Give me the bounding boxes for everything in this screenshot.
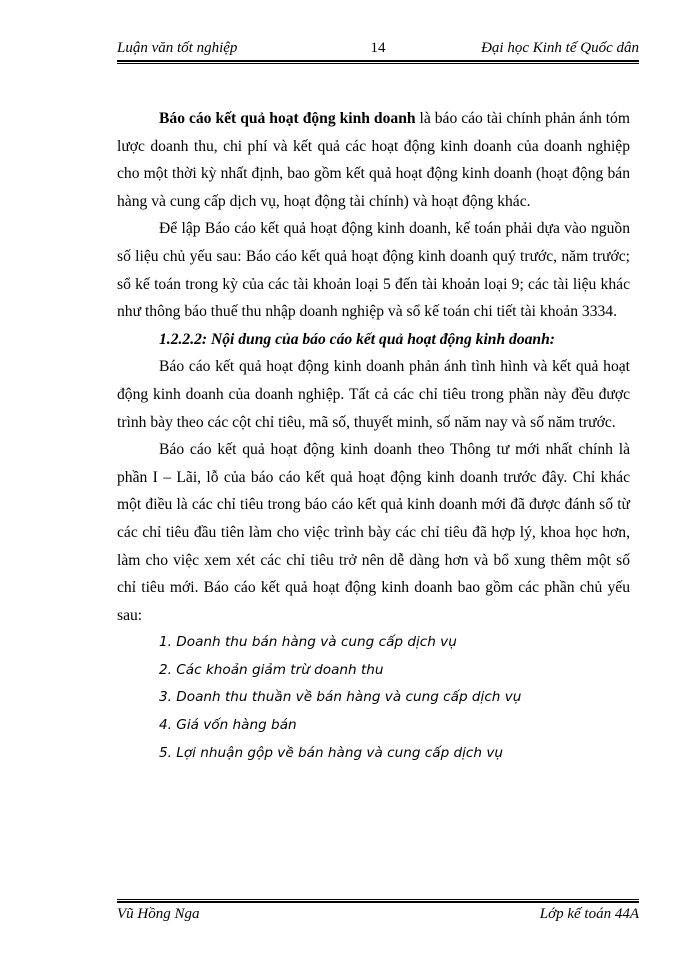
paragraph: Báo cáo kết quả hoạt động kinh doanh phản ánh tình hình và kết quả hoạt động kinh doanh của doanh nghiệp. Tất cả các chỉ tiêu trong phần này đều được trình bày theo các cột chỉ tiêu, mã số, thuyết minh, số năm nay và số năm trước. bbox=[117, 358, 630, 431]
document-body bbox=[117, 105, 630, 767]
footer-class: Lớp kế toán 44A bbox=[539, 906, 639, 922]
header-thesis-label: Luận văn tốt nghiệp bbox=[117, 40, 238, 56]
page-number: 14 bbox=[370, 40, 386, 56]
list-item: 3. Doanh thu thuần về bán hàng và cung cấp dịch vụ bbox=[159, 689, 522, 706]
header-divider bbox=[117, 60, 639, 64]
section-heading: 1.2.2.2: Nội dung của báo cáo kết quả hoạt động kinh doanh: bbox=[159, 330, 555, 348]
header-university: Đại học Kinh tế Quốc dân bbox=[481, 40, 639, 56]
page-header bbox=[117, 40, 639, 60]
items-list bbox=[117, 629, 630, 767]
list-item: 2. Các khoản giảm trừ doanh thu bbox=[159, 661, 384, 678]
footer-divider bbox=[117, 899, 639, 903]
paragraph bbox=[117, 105, 630, 215]
paragraph: Báo cáo kết quả hoạt động kinh doanh theo Thông tư mới nhất chính là phần I – Lãi, lỗ của báo cáo kết quả hoạt động kinh doanh trước đây. Chỉ khác một điều là các chỉ tiêu trong báo cáo kết quả kinh doanh mới đã được đánh số từ các chỉ tiêu đầu tiên làm cho việc trình bày các chỉ tiêu đã hợp lý, khoa học hơn, làm cho việc xem xét các chỉ tiêu trở nên dễ dàng hơn và bổ xung thêm một số chỉ tiêu mới. Báo cáo kết quả hoạt động kinh doanh bao gồm các phần chủ yếu sau: bbox=[117, 441, 630, 624]
list-item: 1. Doanh thu bán hàng và cung cấp dịch vụ bbox=[159, 634, 457, 651]
page-footer bbox=[117, 906, 639, 926]
bold-term: Báo cáo kết quả hoạt động kinh doanh bbox=[159, 110, 416, 127]
paragraph: Để lập Báo cáo kết quả hoạt động kinh doanh, kế toán phải dựa vào nguồn số liệu chủ yếu sau: Báo cáo kết quả hoạt động kinh doanh quý trước, năm trước; sổ kế toán trong kỳ của các tài khoản loại 5 đến tài khoản loại 9; các tài liệu khác như thông báo thuế thu nhập doanh nghiệp và sổ kế toán chi tiết tài khoản 3334. bbox=[117, 220, 630, 321]
paragraph-text: là báo cáo tài chính phản ánh tóm lược doanh thu, chi phí và kết quả các hoạt động kinh doanh của doanh nghiệp cho một thời kỳ nhất định, bao gồm kết quả hoạt động kinh doanh (hoạt động bán hàng và cung cấp dịch vụ, hoạt động tài chính) và hoạt động khác. bbox=[117, 110, 630, 210]
footer-author: Vũ Hồng Nga bbox=[117, 906, 200, 922]
list-item: 5. Lợi nhuận gộp về bán hàng và cung cấp dịch vụ bbox=[159, 744, 504, 761]
list-item: 4. Giá vốn hàng bán bbox=[159, 717, 297, 734]
